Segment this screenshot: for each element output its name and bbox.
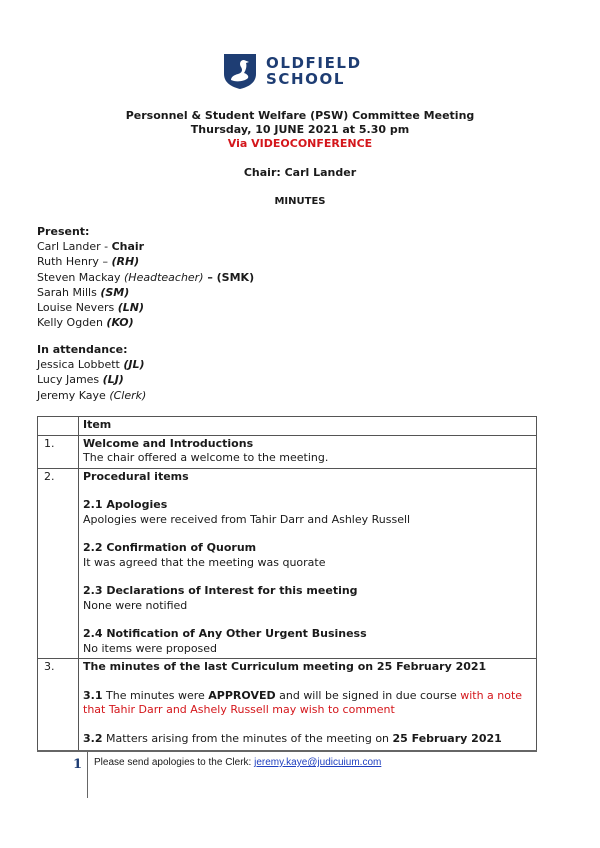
present-list <box>37 224 254 330</box>
item-title: Procedural items <box>83 469 189 483</box>
subitem-heading: 2.3 Declarations of Interest for this meeting <box>83 584 358 597</box>
list-item: Sarah Mills (SM) <box>37 285 130 299</box>
table-header-row <box>38 417 537 436</box>
item-text: The chair offered a welcome to the meeting. <box>83 451 329 464</box>
table-row <box>38 468 537 659</box>
present-heading: Present: <box>37 225 90 238</box>
item-number: 2. <box>38 468 79 659</box>
logo-line-2: SCHOOL <box>266 70 346 88</box>
subitem-text: None were notified <box>83 598 188 612</box>
item-number: 1. <box>38 435 79 468</box>
subitem-paragraph: 3.2 Matters arising from the minutes of the meeting on 25 February 2021 <box>83 731 502 745</box>
list-item: Ruth Henry – (RH) <box>37 255 140 269</box>
subitem-heading: 2.2 Confirmation of Quorum <box>83 541 257 554</box>
logo-wordmark <box>266 55 362 87</box>
list-item: Louise Nevers (LN) <box>37 301 144 315</box>
meeting-date: Thursday, 10 JUNE 2021 at 5.30 pm <box>190 123 410 136</box>
document-type: MINUTES <box>274 196 326 207</box>
meeting-title: Personnel & Student Welfare (PSW) Committee Meeting <box>125 109 475 122</box>
subitem-heading: 2.4 Notification of Any Other Urgent Business <box>83 627 367 640</box>
footer-note: Please send apologies to the Clerk: jeremy.kaye@judicuium.com <box>94 757 382 768</box>
list-item: Carl Lander - Chair <box>37 240 145 254</box>
logo-line-1: OLDFIELD <box>266 54 362 72</box>
subitem-text: It was agreed that the meeting was quorate <box>83 555 326 569</box>
subitem-paragraph: 3.1 The minutes were APPROVED and will be signed in due course with a note that Tahir Darr and Ashely Russell may wish to comment <box>83 688 523 716</box>
subitem-text: Apologies were received from Tahir Darr and Ashley Russell <box>83 512 411 526</box>
list-item: Lucy James (LJ) <box>37 373 124 387</box>
item-title: Welcome and Introductions <box>83 436 254 450</box>
list-item: Jessica Lobbett (JL) <box>37 358 145 372</box>
attendance-list <box>37 342 146 403</box>
item-number: 3. <box>38 659 79 751</box>
list-item: Steven Mackay (Headteacher) – (SMK) <box>37 270 255 284</box>
swan-shield-icon <box>222 52 258 90</box>
table-header-item: Item <box>79 417 537 436</box>
table-row <box>38 659 537 751</box>
list-item: Kelly Ogden (KO) <box>37 316 134 330</box>
agenda-table <box>37 416 537 750</box>
subitem-text: No items were proposed <box>83 641 218 655</box>
meeting-chair: Chair: Carl Lander <box>243 166 357 179</box>
table-row <box>38 435 537 468</box>
page-number: 1 <box>73 757 83 772</box>
subitem-heading: 2.1 Apologies <box>83 498 168 511</box>
attendance-heading: In attendance: <box>37 343 128 356</box>
list-item: Jeremy Kaye (Clerk) <box>37 388 147 402</box>
school-logo <box>222 52 362 90</box>
clerk-email-link[interactable]: jeremy.kaye@judicuium.com <box>254 757 382 768</box>
meeting-venue: Via VIDEOCONFERENCE <box>227 137 373 150</box>
item-title: The minutes of the last Curriculum meeting on 25 February 2021 <box>83 660 487 673</box>
footer-vertical-rule <box>87 752 88 798</box>
footer-divider <box>37 750 537 752</box>
